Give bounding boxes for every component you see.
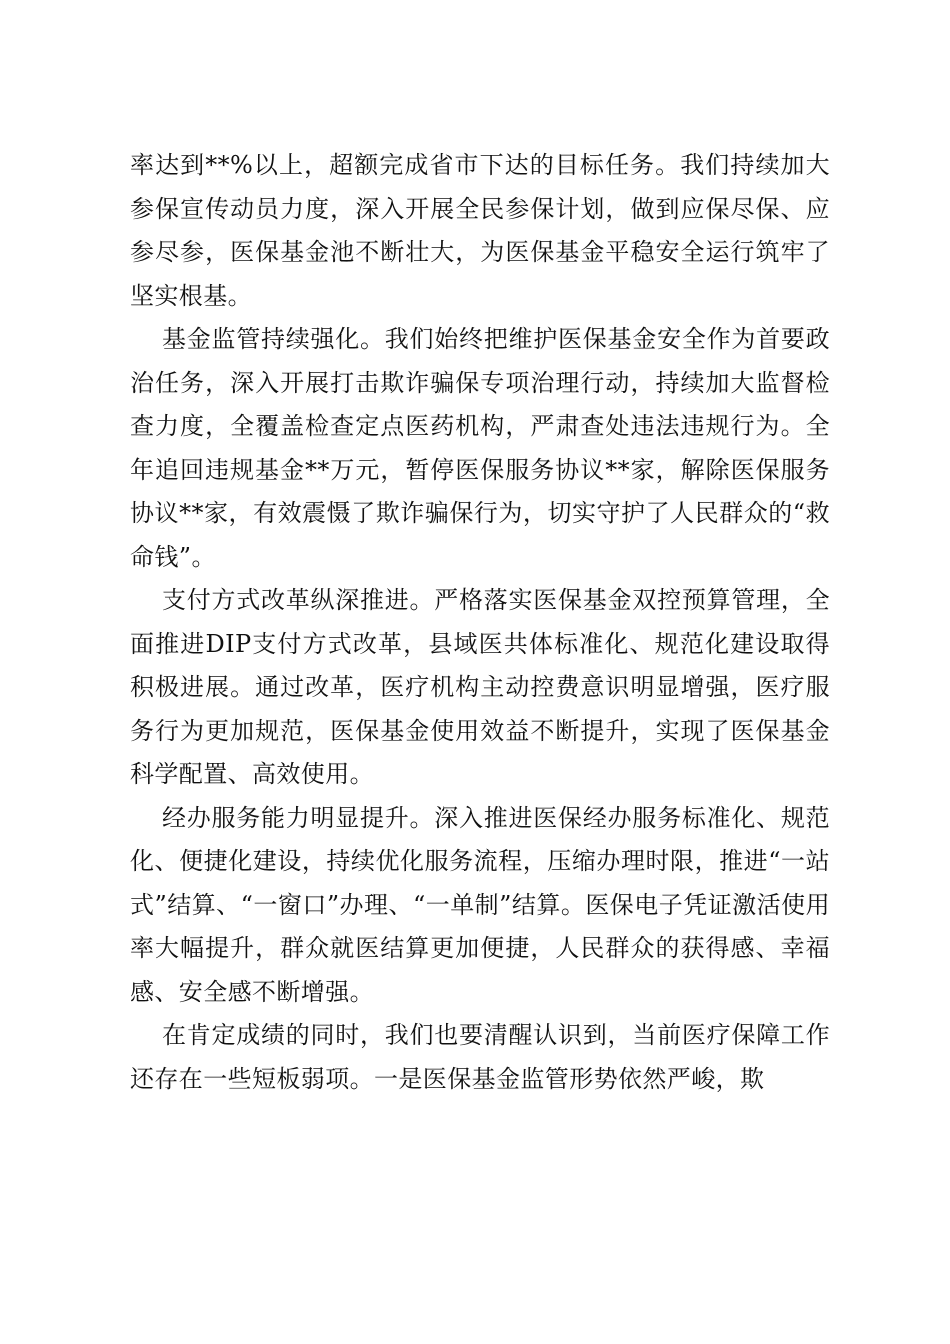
document-body <box>130 144 830 1101</box>
paragraph-3: 支付方式改革纵深推进。严格落实医保基金双控预算管理，全面推进DIP支付方式改革，县域医共体标准化、规范化建设取得积极进展。通过改革，医疗机构主动控费意识明显增强，医疗服务行为更加规范，医保基金使用效益不断提升，实现了医保基金科学配置、高效使用。 <box>130 586 830 788</box>
paragraph-1: 率达到**%以上，超额完成省市下达的目标任务。我们持续加大参保宣传动员力度，深入开展全民参保计划，做到应保尽保、应参尽参，医保基金池不断壮大，为医保基金平稳安全运行筑牢了坚实根基。 <box>130 151 830 310</box>
paragraph-5: 在肯定成绩的同时，我们也要清醒认识到，当前医疗保障工作还存在一些短板弱项。一是医保基金监管形势依然严峻，欺 <box>130 1021 830 1093</box>
paragraph-2: 基金监管持续强化。我们始终把维护医保基金安全作为首要政治任务，深入开展打击欺诈骗保专项治理行动，持续加大监督检查力度，全覆盖检查定点医药机构，严肃查处违法违规行为。全年追回违规基金**万元，暂停医保服务协议**家，解除医保服务协议**家，有效震慑了欺诈骗保行为，切实守护了人民群众的“救命钱”。 <box>130 325 830 571</box>
paragraph-4: 经办服务能力明显提升。深入推进医保经办服务标准化、规范化、便捷化建设，持续优化服务流程，压缩办理时限，推进“一站式”结算、“一窗口”办理、“一单制”结算。医保电子凭证激活使用率大幅提升，群众就医结算更加便捷，人民群众的获得感、幸福感、安全感不断增强。 <box>130 803 830 1006</box>
